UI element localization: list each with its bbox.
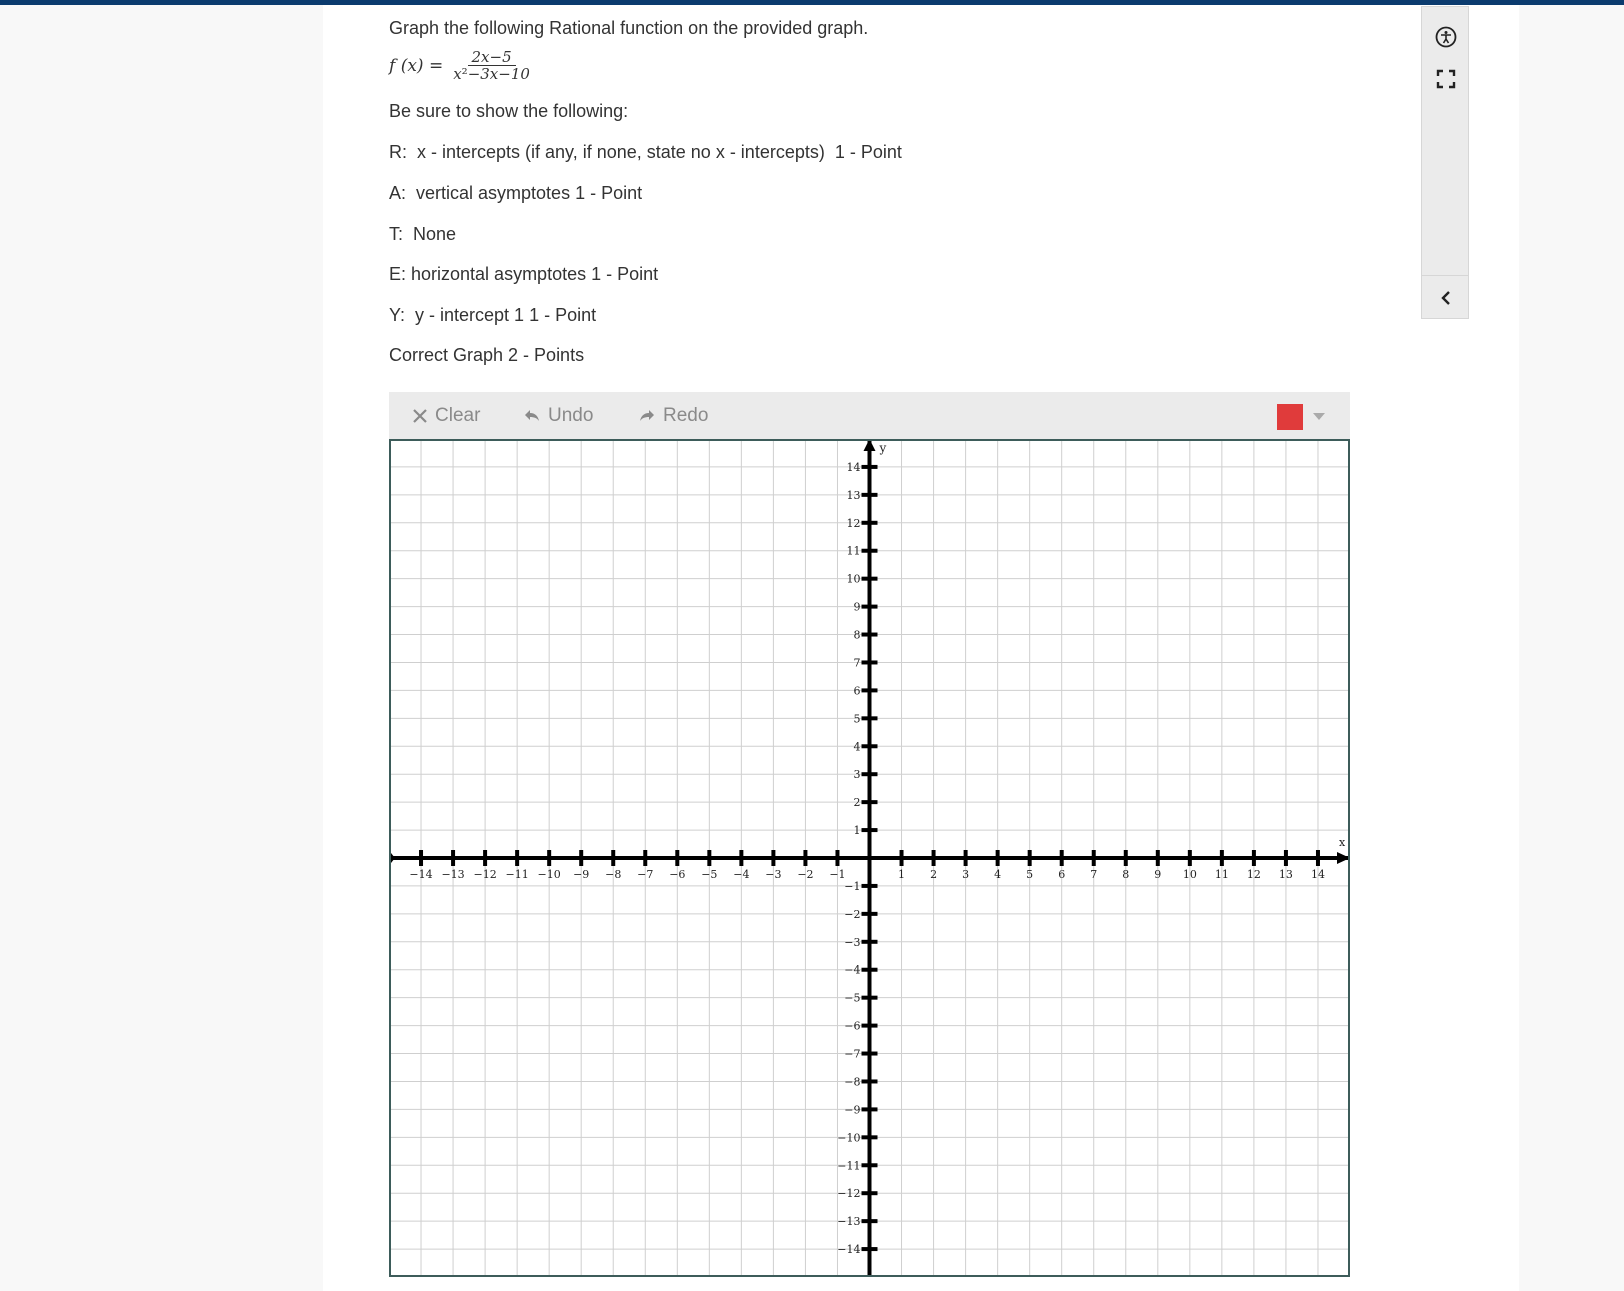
- undo-icon: [524, 409, 540, 423]
- x-tick-label: 11: [1214, 868, 1229, 881]
- y-tick-label: −1: [844, 879, 861, 893]
- y-axis-label: y: [879, 441, 887, 455]
- y-tick-label: 1: [853, 824, 861, 838]
- x-tick-label: 2: [930, 868, 938, 881]
- color-picker-swatch[interactable]: [1277, 404, 1303, 430]
- redo-label: Redo: [663, 404, 709, 426]
- chevron-left-icon: [1440, 291, 1452, 305]
- coordinate-grid[interactable]: [389, 439, 1350, 1277]
- x-tick-label: 14: [1310, 868, 1325, 881]
- y-tick-label: −7: [844, 1047, 861, 1061]
- rubric-item-y: Y: y - intercept 1 1 - Point: [389, 305, 597, 325]
- undo-button[interactable]: [524, 392, 593, 439]
- y-tick-label: −11: [837, 1159, 861, 1173]
- y-tick-label: −6: [844, 1019, 861, 1033]
- redo-icon: [639, 409, 655, 423]
- formula-lhs: f (x) =: [389, 56, 444, 76]
- rubric-item-r: R: x - intercepts (if any, if none, state no x - intercepts) 1 - Point: [389, 142, 902, 162]
- graph-canvas[interactable]: [389, 439, 1350, 1277]
- x-tick-label: −8: [605, 868, 622, 881]
- y-tick-label: −13: [837, 1215, 861, 1229]
- collapse-panel-button[interactable]: [1422, 281, 1470, 315]
- x-tick-label: 7: [1090, 868, 1098, 881]
- x-tick-label: 6: [1058, 868, 1066, 881]
- x-tick-label: −5: [701, 868, 718, 881]
- rubric-item-e: E: horizontal asymptotes 1 - Point: [389, 264, 659, 284]
- x-tick-label: −6: [669, 868, 686, 881]
- y-tick-label: −12: [837, 1187, 861, 1201]
- y-tick-label: 5: [853, 712, 861, 726]
- y-tick-label: 6: [853, 684, 861, 698]
- drawing-toolbar: [389, 392, 1350, 439]
- x-tick-label: 9: [1154, 868, 1162, 881]
- clear-button[interactable]: [413, 392, 480, 439]
- y-tick-label: 13: [846, 488, 861, 502]
- x-tick-label: 4: [994, 868, 1002, 881]
- x-tick-label: −12: [473, 868, 497, 881]
- x-tick-label: 12: [1246, 868, 1261, 881]
- x-tick-label: 1: [898, 868, 906, 881]
- rubric-item-t: T: None: [389, 224, 457, 244]
- y-tick-label: −9: [844, 1103, 861, 1117]
- x-tick-label: 8: [1122, 868, 1130, 881]
- side-divider: [1422, 275, 1468, 276]
- y-tick-label: 14: [846, 460, 861, 474]
- y-tick-label: 9: [853, 600, 861, 614]
- y-tick-label: −14: [837, 1243, 861, 1257]
- question-intro: Graph the following Rational function on the provided graph.: [389, 18, 869, 38]
- x-tick-label: −7: [637, 868, 654, 881]
- x-tick-label: −13: [441, 868, 465, 881]
- accessibility-button[interactable]: [1422, 19, 1470, 55]
- y-tick-label: −2: [844, 907, 861, 921]
- x-tick-label: −10: [537, 868, 561, 881]
- x-tick-label: −1: [829, 868, 846, 881]
- x-tick-label: −9: [573, 868, 590, 881]
- x-tick-label: −2: [797, 868, 814, 881]
- y-tick-label: −8: [844, 1075, 861, 1089]
- x-tick-label: 5: [1026, 868, 1034, 881]
- y-tick-label: 10: [846, 572, 861, 586]
- y-tick-label: 3: [853, 768, 861, 782]
- redo-button[interactable]: [639, 392, 708, 439]
- formula-denominator-base: x: [453, 65, 462, 83]
- x-tick-label: 3: [962, 868, 970, 881]
- side-toolbar: [1421, 6, 1469, 319]
- y-tick-label: −4: [844, 963, 861, 977]
- x-tick-label: 10: [1182, 868, 1197, 881]
- close-icon: [413, 409, 427, 423]
- formula-denominator: [451, 66, 532, 83]
- y-tick-label: −3: [844, 935, 861, 949]
- instructions: Be sure to show the following:: [389, 101, 629, 121]
- fullscreen-button[interactable]: [1422, 61, 1470, 97]
- rubric-item-a: A: vertical asymptotes 1 - Point: [389, 183, 643, 203]
- y-tick-label: 11: [846, 544, 861, 558]
- clear-label: Clear: [435, 404, 481, 426]
- formula-numerator: 2x−5: [468, 49, 516, 66]
- formula-fraction: [451, 49, 532, 83]
- undo-label: Undo: [548, 404, 594, 426]
- x-tick-label: −3: [765, 868, 782, 881]
- y-tick-label: 12: [846, 516, 861, 530]
- y-tick-label: 2: [853, 796, 861, 810]
- y-tick-label: −5: [844, 991, 861, 1005]
- function-formula: [389, 49, 532, 83]
- y-tick-label: 8: [853, 628, 861, 642]
- formula-denominator-exponent: ²: [461, 65, 468, 83]
- rubric-item-graph: Correct Graph 2 - Points: [389, 345, 585, 365]
- x-tick-label: −4: [733, 868, 750, 881]
- y-tick-label: 7: [853, 656, 861, 670]
- x-tick-label: 13: [1278, 868, 1293, 881]
- y-tick-label: 4: [853, 740, 861, 754]
- y-tick-label: −10: [837, 1131, 861, 1145]
- x-tick-label: −11: [505, 868, 529, 881]
- accessibility-icon: [1435, 26, 1457, 48]
- chevron-down-icon[interactable]: [1313, 413, 1325, 420]
- fullscreen-icon: [1436, 69, 1456, 89]
- formula-denominator-rest: −3x−10: [467, 65, 530, 83]
- x-tick-label: −14: [409, 868, 433, 881]
- x-axis-label: x: [1339, 836, 1346, 849]
